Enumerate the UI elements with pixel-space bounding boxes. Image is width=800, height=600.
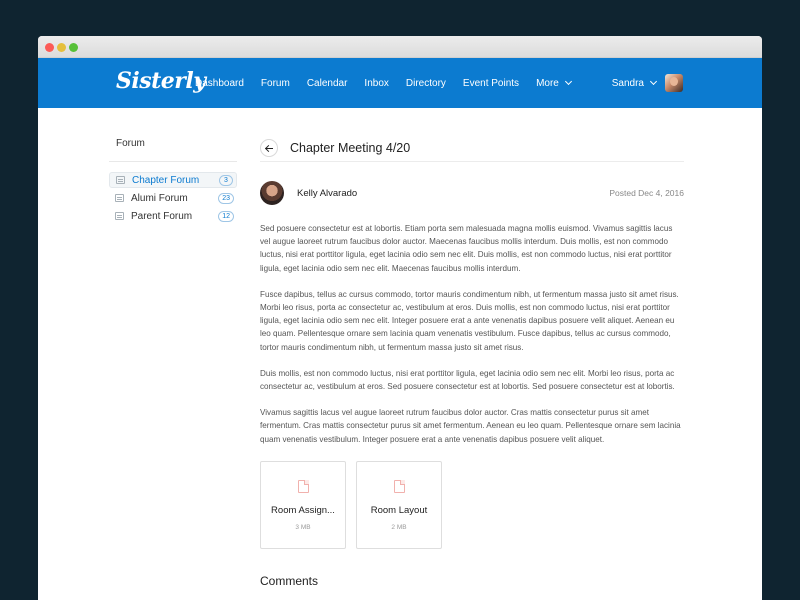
post-meta	[260, 180, 684, 206]
attachment-card[interactable]	[260, 461, 346, 549]
nav-more-menu[interactable]	[536, 78, 571, 89]
attachment-size: 2 MB	[391, 523, 407, 531]
attachment-name: Room Layout	[370, 504, 428, 516]
user-name: Sandra	[611, 77, 644, 89]
chevron-down-icon	[565, 78, 572, 85]
sidebar-item-chapter-forum[interactable]	[109, 172, 237, 188]
post-paragraph: Vivamus sagittis lacus vel augue laoreet rutrum faucibus dolor auctor. Cras mattis consectetur purus sit amet fermentum. Cras mattis consectetur purus sit amet fermentum. Aenean eu leo quam. Pellentesque ornare sem lacinia quam venenatis vestibulum. Integer posuere erat a ante venenatis dapibus posuere velit aliquet.	[260, 408, 681, 444]
post-paragraph: Sed posuere consectetur est at lobortis. Etiam porta sem malesuada magna mollis euismod. Vivamus sagittis lacus vel augue laoreet rutrum faucibus dolor auctor. Maecenas faucibus mollis interdum. Duis mollis, est non commodo luctus, nisi erat porttitor ligula, eget lacinia odio sem nec elit. Duis mollis, est non commodo luctus, nisi erat porttitor ligula, eget lacinia odio sem nec elit. Maecenas faucibus mollis interdum.	[260, 224, 673, 273]
logo[interactable]: Sisterly	[116, 68, 206, 94]
attachments	[260, 461, 684, 549]
attachment-card[interactable]	[356, 461, 442, 549]
sidebar	[109, 138, 237, 226]
sidebar-title: Forum	[116, 138, 145, 149]
forum-icon	[115, 212, 124, 220]
chevron-down-icon	[650, 78, 657, 85]
file-icon	[394, 480, 405, 493]
post-content	[260, 134, 684, 588]
back-arrow-icon[interactable]	[260, 139, 278, 157]
nav-inbox[interactable]: Inbox	[364, 77, 389, 89]
sidebar-item-label: Chapter Forum	[132, 174, 200, 186]
sidebar-item-parent-forum[interactable]	[109, 208, 237, 224]
close-window-button[interactable]	[45, 43, 54, 52]
post-paragraph: Fusce dapibus, tellus ac cursus commodo, tortor mauris condimentum nibh, ut fermentum massa justo sit amet risus. Morbi leo risus, porta ac consectetur ac, vestibulum at eros. Duis mollis, est non commodo luctus, nisi erat porttitor ligula, eget lacinia odio sem nec elit. Integer posuere erat a ante venenatis dapibus posuere velit aliquet. Aenean eu leo quam. Pellentesque ornare sem lacinia quam venenatis vestibulum. Fusce dapibus, tellus ac cursus commodo, tortor mauris condimentum nibh, ut fermentum massa justo sit amet risus.	[260, 289, 679, 352]
sidebar-item-label: Alumi Forum	[131, 192, 188, 204]
author-name[interactable]: Kelly Alvarado	[297, 187, 358, 199]
file-icon	[298, 480, 309, 493]
sidebar-item-label: Parent Forum	[131, 210, 193, 222]
sidebar-item-alumi-forum[interactable]	[109, 190, 237, 206]
nav-links	[195, 58, 588, 108]
nav-calendar[interactable]: Calendar	[306, 77, 348, 89]
count-badge: 23	[218, 193, 234, 204]
nav-more-label: More	[536, 77, 559, 89]
attachment-size: 3 MB	[295, 523, 311, 531]
post-paragraph: Duis mollis, est non commodo luctus, nisi erat porttitor ligula, eget lacinia odio sem nec elit. Morbi leo risus, porta ac consectetur ac, vestibulum at eros. Sed posuere consectetur est at lobortis. Sed posuere consectetur est at lobortis.	[260, 368, 675, 392]
count-badge: 3	[219, 175, 233, 186]
maximize-window-button[interactable]	[69, 43, 78, 52]
minimize-window-button[interactable]	[57, 43, 66, 52]
top-navbar	[38, 58, 762, 108]
count-badge: 12	[218, 211, 234, 222]
post-body	[260, 222, 684, 446]
forum-icon	[116, 176, 125, 184]
forum-icon	[115, 194, 124, 202]
window-titlebar	[38, 36, 762, 58]
attachment-name: Room Assign...	[271, 504, 335, 516]
page-title: Chapter Meeting 4/20	[290, 140, 411, 155]
nav-forum[interactable]: Forum	[260, 77, 290, 89]
nav-dashboard[interactable]: Dashboard	[195, 77, 244, 89]
author-avatar[interactable]	[260, 181, 284, 205]
post-header	[260, 134, 684, 162]
post-date: Posted Dec 4, 2016	[609, 188, 684, 198]
user-menu[interactable]	[612, 58, 656, 108]
browser-window	[38, 36, 762, 600]
nav-event-points[interactable]: Event Points	[462, 77, 520, 89]
comments-heading: Comments	[260, 573, 319, 588]
sidebar-divider	[109, 161, 237, 162]
user-avatar[interactable]	[665, 74, 683, 92]
nav-directory[interactable]: Directory	[405, 77, 446, 89]
